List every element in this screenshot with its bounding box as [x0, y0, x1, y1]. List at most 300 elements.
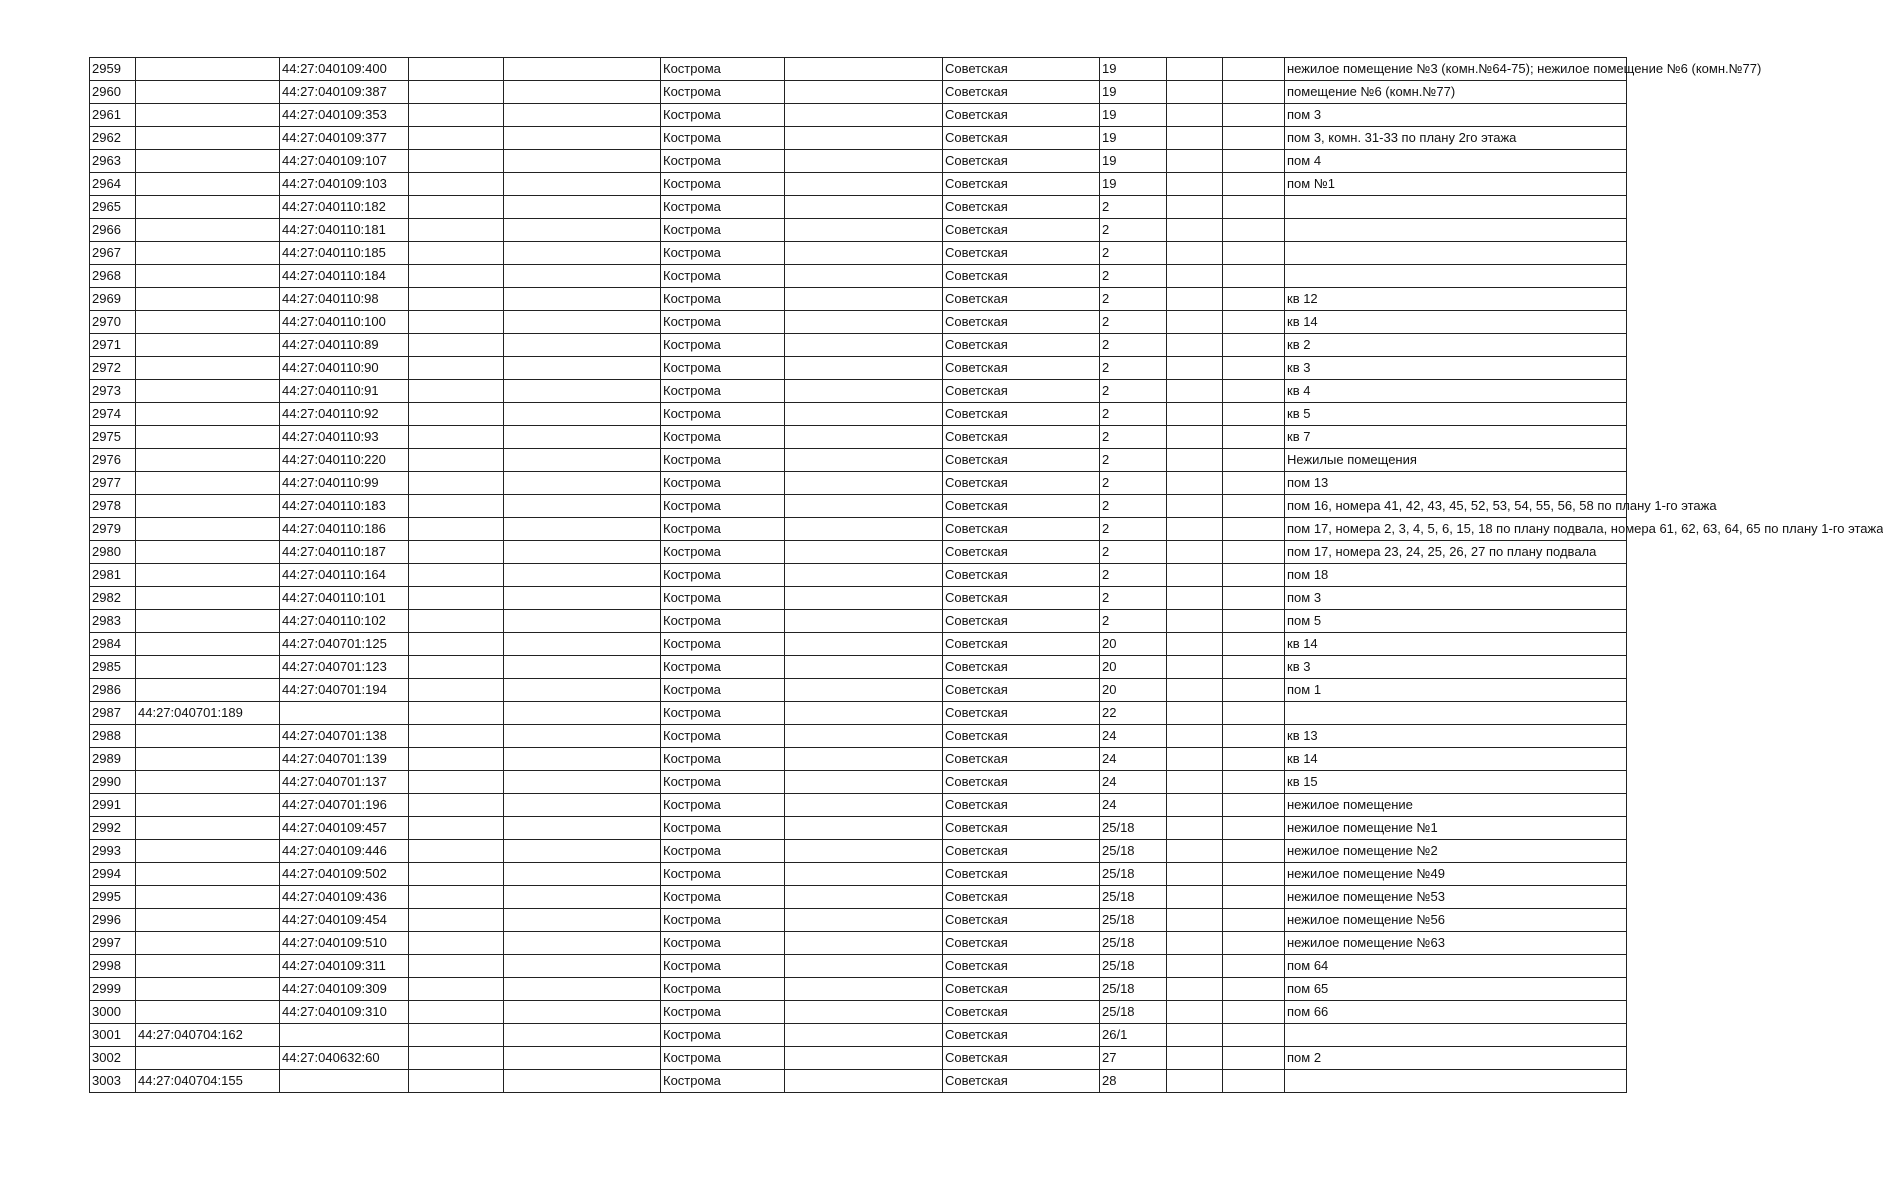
table-row — [90, 380, 1627, 403]
premises-note-text: кв 14 — [1287, 751, 1318, 766]
row-number-cell: 2971 — [90, 334, 136, 357]
empty-cell-e — [504, 1024, 661, 1047]
empty-cell-k — [1223, 518, 1285, 541]
premises-note-text: пом 3, комн. 31-33 по плану 2го этажа — [1287, 130, 1517, 145]
premises-note-cell — [1285, 334, 1627, 357]
empty-cell-d — [409, 541, 504, 564]
house-number-cell: 2 — [1100, 472, 1167, 495]
table-row — [90, 955, 1627, 978]
empty-cell-d — [409, 679, 504, 702]
cadastral-number-alt-cell — [136, 495, 280, 518]
cadastral-number-cell: 44:27:040109:103 — [280, 173, 409, 196]
empty-cell-e — [504, 932, 661, 955]
cadastral-number-alt-cell — [136, 656, 280, 679]
empty-cell-g — [785, 1070, 943, 1093]
premises-note-text: кв 2 — [1287, 337, 1311, 352]
empty-cell-d — [409, 955, 504, 978]
table-row — [90, 840, 1627, 863]
empty-cell-k — [1223, 863, 1285, 886]
empty-cell-k — [1223, 380, 1285, 403]
premises-note-cell — [1285, 564, 1627, 587]
cadastral-number-alt-cell — [136, 150, 280, 173]
empty-cell-j — [1167, 311, 1223, 334]
cadastral-number-alt-cell — [136, 886, 280, 909]
empty-cell-e — [504, 840, 661, 863]
premises-note-cell — [1285, 196, 1627, 219]
premises-note-text: нежилое помещение №49 — [1287, 866, 1445, 881]
empty-cell-j — [1167, 771, 1223, 794]
empty-cell-e — [504, 978, 661, 1001]
premises-note-cell — [1285, 840, 1627, 863]
premises-note-cell — [1285, 1047, 1627, 1070]
empty-cell-k — [1223, 909, 1285, 932]
table-row — [90, 679, 1627, 702]
row-number-cell: 2999 — [90, 978, 136, 1001]
empty-cell-g — [785, 449, 943, 472]
premises-note-text: кв 14 — [1287, 636, 1318, 651]
empty-cell-g — [785, 518, 943, 541]
cadastral-number-cell: 44:27:040701:123 — [280, 656, 409, 679]
empty-cell-g — [785, 58, 943, 81]
house-number-cell: 24 — [1100, 771, 1167, 794]
cadastral-number-alt-cell — [136, 449, 280, 472]
house-number-cell: 2 — [1100, 449, 1167, 472]
empty-cell-e — [504, 173, 661, 196]
empty-cell-k — [1223, 955, 1285, 978]
premises-note-text: нежилое помещение №56 — [1287, 912, 1445, 927]
street-cell: Советская — [943, 840, 1100, 863]
empty-cell-e — [504, 518, 661, 541]
empty-cell-d — [409, 449, 504, 472]
street-cell: Советская — [943, 311, 1100, 334]
city-cell: Кострома — [661, 219, 785, 242]
empty-cell-e — [504, 771, 661, 794]
cadastral-number-alt-cell — [136, 81, 280, 104]
city-cell: Кострома — [661, 955, 785, 978]
cadastral-number-alt-cell — [136, 863, 280, 886]
empty-cell-j — [1167, 817, 1223, 840]
empty-cell-k — [1223, 541, 1285, 564]
premises-note-cell — [1285, 518, 1883, 541]
row-number-cell: 2959 — [90, 58, 136, 81]
cadastral-number-alt-cell — [136, 794, 280, 817]
premises-note-cell — [1285, 1024, 1627, 1047]
cadastral-number-alt-cell — [136, 633, 280, 656]
empty-cell-k — [1223, 978, 1285, 1001]
city-cell: Кострома — [661, 587, 785, 610]
row-number-cell: 2993 — [90, 840, 136, 863]
row-number-cell: 2979 — [90, 518, 136, 541]
empty-cell-j — [1167, 702, 1223, 725]
premises-note-text: пом 16, номера 41, 42, 43, 45, 52, 53, 54, 55, 56, 58 по плану 1-го этажа — [1287, 498, 1717, 513]
cadastral-number-alt-cell — [136, 426, 280, 449]
row-number-cell: 2992 — [90, 817, 136, 840]
empty-cell-g — [785, 840, 943, 863]
street-cell: Советская — [943, 81, 1100, 104]
premises-note-text: пом 65 — [1287, 981, 1329, 996]
city-cell: Кострома — [661, 725, 785, 748]
row-number-cell: 2968 — [90, 265, 136, 288]
street-cell: Советская — [943, 909, 1100, 932]
table-row — [90, 1001, 1627, 1024]
premises-note-cell — [1285, 955, 1627, 978]
street-cell: Советская — [943, 472, 1100, 495]
empty-cell-e — [504, 725, 661, 748]
empty-cell-k — [1223, 794, 1285, 817]
table-row — [90, 495, 1627, 518]
table-row — [90, 1024, 1627, 1047]
city-cell: Кострома — [661, 541, 785, 564]
premises-note-text: кв 5 — [1287, 406, 1311, 421]
empty-cell-j — [1167, 840, 1223, 863]
empty-cell-g — [785, 334, 943, 357]
cadastral-number-cell: 44:27:040701:196 — [280, 794, 409, 817]
row-number-cell: 2985 — [90, 656, 136, 679]
empty-cell-j — [1167, 610, 1223, 633]
empty-cell-g — [785, 771, 943, 794]
empty-cell-k — [1223, 449, 1285, 472]
premises-note-cell — [1285, 909, 1627, 932]
street-cell: Советская — [943, 587, 1100, 610]
cadastral-number-alt-cell — [136, 472, 280, 495]
empty-cell-g — [785, 909, 943, 932]
street-cell: Советская — [943, 1070, 1100, 1093]
premises-note-cell — [1285, 104, 1627, 127]
empty-cell-k — [1223, 725, 1285, 748]
empty-cell-d — [409, 656, 504, 679]
empty-cell-e — [504, 127, 661, 150]
empty-cell-g — [785, 794, 943, 817]
premises-note-text: пом 64 — [1287, 958, 1329, 973]
row-number-cell: 2976 — [90, 449, 136, 472]
cadastral-number-cell: 44:27:040701:138 — [280, 725, 409, 748]
cadastral-number-alt-cell — [136, 380, 280, 403]
cadastral-number-alt-cell — [136, 748, 280, 771]
empty-cell-d — [409, 518, 504, 541]
empty-cell-k — [1223, 702, 1285, 725]
empty-cell-e — [504, 610, 661, 633]
table-row — [90, 173, 1627, 196]
cadastral-number-alt-cell — [136, 334, 280, 357]
row-number-cell: 2967 — [90, 242, 136, 265]
empty-cell-j — [1167, 679, 1223, 702]
empty-cell-g — [785, 357, 943, 380]
premises-note-cell — [1285, 495, 1717, 518]
table-row — [90, 909, 1627, 932]
empty-cell-j — [1167, 449, 1223, 472]
empty-cell-j — [1167, 932, 1223, 955]
cadastral-number-alt-cell: 44:27:040704:155 — [136, 1070, 280, 1093]
cadastral-number-alt-cell — [136, 817, 280, 840]
empty-cell-g — [785, 426, 943, 449]
row-number-cell: 2991 — [90, 794, 136, 817]
premises-note-cell — [1285, 679, 1627, 702]
city-cell: Кострома — [661, 1070, 785, 1093]
street-cell: Советская — [943, 357, 1100, 380]
empty-cell-e — [504, 81, 661, 104]
table-row — [90, 288, 1627, 311]
house-number-cell: 25/18 — [1100, 886, 1167, 909]
empty-cell-j — [1167, 794, 1223, 817]
empty-cell-k — [1223, 587, 1285, 610]
city-cell: Кострома — [661, 127, 785, 150]
city-cell: Кострома — [661, 403, 785, 426]
empty-cell-k — [1223, 633, 1285, 656]
city-cell: Кострома — [661, 1001, 785, 1024]
empty-cell-g — [785, 472, 943, 495]
empty-cell-j — [1167, 127, 1223, 150]
row-number-cell: 2983 — [90, 610, 136, 633]
empty-cell-k — [1223, 932, 1285, 955]
table-row — [90, 219, 1627, 242]
row-number-cell: 2986 — [90, 679, 136, 702]
premises-note-cell — [1285, 311, 1627, 334]
cadastral-number-alt-cell — [136, 242, 280, 265]
street-cell: Советская — [943, 564, 1100, 587]
empty-cell-g — [785, 679, 943, 702]
empty-cell-d — [409, 886, 504, 909]
city-cell: Кострома — [661, 150, 785, 173]
city-cell: Кострома — [661, 932, 785, 955]
city-cell: Кострома — [661, 633, 785, 656]
empty-cell-j — [1167, 656, 1223, 679]
house-number-cell: 2 — [1100, 380, 1167, 403]
empty-cell-d — [409, 909, 504, 932]
city-cell: Кострома — [661, 334, 785, 357]
empty-cell-d — [409, 817, 504, 840]
city-cell: Кострома — [661, 104, 785, 127]
street-cell: Советская — [943, 334, 1100, 357]
premises-note-text: нежилое помещение №63 — [1287, 935, 1445, 950]
city-cell: Кострома — [661, 196, 785, 219]
premises-note-cell — [1285, 265, 1627, 288]
cadastral-number-cell: 44:27:040110:101 — [280, 587, 409, 610]
street-cell: Советская — [943, 518, 1100, 541]
empty-cell-g — [785, 541, 943, 564]
empty-cell-d — [409, 725, 504, 748]
empty-cell-j — [1167, 1047, 1223, 1070]
empty-cell-j — [1167, 955, 1223, 978]
city-cell: Кострома — [661, 1047, 785, 1070]
empty-cell-g — [785, 955, 943, 978]
cadastral-number-alt-cell — [136, 518, 280, 541]
empty-cell-j — [1167, 1024, 1223, 1047]
empty-cell-e — [504, 495, 661, 518]
house-number-cell: 26/1 — [1100, 1024, 1167, 1047]
empty-cell-k — [1223, 656, 1285, 679]
empty-cell-j — [1167, 58, 1223, 81]
premises-note-cell — [1285, 656, 1627, 679]
row-number-cell: 2965 — [90, 196, 136, 219]
premises-note-text: нежилое помещение №1 — [1287, 820, 1438, 835]
empty-cell-e — [504, 587, 661, 610]
empty-cell-k — [1223, 771, 1285, 794]
empty-cell-g — [785, 978, 943, 1001]
cadastral-number-alt-cell — [136, 725, 280, 748]
empty-cell-e — [504, 702, 661, 725]
street-cell: Советская — [943, 817, 1100, 840]
row-number-cell: 2994 — [90, 863, 136, 886]
premises-note-cell — [1285, 127, 1627, 150]
premises-note-cell — [1285, 173, 1627, 196]
premises-note-text: пом 2 — [1287, 1050, 1322, 1065]
premises-note-cell — [1285, 288, 1627, 311]
house-number-cell: 2 — [1100, 610, 1167, 633]
house-number-cell: 20 — [1100, 679, 1167, 702]
empty-cell-d — [409, 242, 504, 265]
table-row — [90, 725, 1627, 748]
table-row — [90, 81, 1627, 104]
cadastral-number-cell: 44:27:040109:310 — [280, 1001, 409, 1024]
table-row — [90, 702, 1627, 725]
cadastral-number-alt-cell — [136, 357, 280, 380]
empty-cell-j — [1167, 173, 1223, 196]
cadastral-number-alt-cell — [136, 1047, 280, 1070]
empty-cell-g — [785, 288, 943, 311]
premises-note-text: нежилое помещение №3 (комн.№64-75); нежилое помещение №6 (комн.№77) — [1287, 61, 1762, 76]
premises-note-text: пом 5 — [1287, 613, 1322, 628]
cadastral-number-cell: 44:27:040110:187 — [280, 541, 409, 564]
house-number-cell: 25/18 — [1100, 817, 1167, 840]
table-row — [90, 426, 1627, 449]
cadastral-number-alt-cell — [136, 932, 280, 955]
house-number-cell: 20 — [1100, 633, 1167, 656]
street-cell: Советская — [943, 1024, 1100, 1047]
empty-cell-k — [1223, 886, 1285, 909]
cadastral-number-cell: 44:27:040109:309 — [280, 978, 409, 1001]
table-row — [90, 1070, 1627, 1093]
empty-cell-j — [1167, 587, 1223, 610]
house-number-cell: 25/18 — [1100, 863, 1167, 886]
empty-cell-g — [785, 702, 943, 725]
cadastral-number-alt-cell — [136, 978, 280, 1001]
cadastral-number-cell: 44:27:040110:220 — [280, 449, 409, 472]
empty-cell-g — [785, 817, 943, 840]
house-number-cell: 20 — [1100, 656, 1167, 679]
empty-cell-k — [1223, 1024, 1285, 1047]
empty-cell-d — [409, 1024, 504, 1047]
spreadsheet-page — [89, 57, 1883, 1093]
empty-cell-j — [1167, 288, 1223, 311]
street-cell: Советская — [943, 58, 1100, 81]
house-number-cell: 19 — [1100, 104, 1167, 127]
table-row — [90, 633, 1627, 656]
table-row — [90, 541, 1627, 564]
premises-note-text: пом 17, номера 2, 3, 4, 5, 6, 15, 18 по плану подвала, номера 61, 62, 63, 64, 65 по плану 1-го этажа — [1287, 521, 1883, 536]
table-row — [90, 587, 1627, 610]
cadastral-number-cell: 44:27:040109:510 — [280, 932, 409, 955]
empty-cell-e — [504, 150, 661, 173]
empty-cell-k — [1223, 817, 1285, 840]
empty-cell-d — [409, 1070, 504, 1093]
premises-note-text: кв 7 — [1287, 429, 1311, 444]
empty-cell-k — [1223, 196, 1285, 219]
empty-cell-k — [1223, 840, 1285, 863]
city-cell: Кострома — [661, 863, 785, 886]
house-number-cell: 22 — [1100, 702, 1167, 725]
table-row — [90, 150, 1627, 173]
city-cell: Кострома — [661, 449, 785, 472]
city-cell: Кострома — [661, 817, 785, 840]
empty-cell-e — [504, 679, 661, 702]
cadastral-number-alt-cell — [136, 541, 280, 564]
city-cell: Кострома — [661, 656, 785, 679]
city-cell: Кострома — [661, 173, 785, 196]
city-cell: Кострома — [661, 518, 785, 541]
house-number-cell: 2 — [1100, 288, 1167, 311]
table-row — [90, 748, 1627, 771]
row-number-cell: 2998 — [90, 955, 136, 978]
empty-cell-g — [785, 150, 943, 173]
table-row — [90, 104, 1627, 127]
city-cell: Кострома — [661, 426, 785, 449]
empty-cell-g — [785, 242, 943, 265]
cadastral-number-cell: 44:27:040632:60 — [280, 1047, 409, 1070]
empty-cell-j — [1167, 81, 1223, 104]
empty-cell-j — [1167, 242, 1223, 265]
cadastral-number-cell: 44:27:040110:181 — [280, 219, 409, 242]
empty-cell-k — [1223, 311, 1285, 334]
street-cell: Советская — [943, 288, 1100, 311]
empty-cell-k — [1223, 104, 1285, 127]
street-cell: Советская — [943, 932, 1100, 955]
street-cell: Советская — [943, 725, 1100, 748]
empty-cell-k — [1223, 288, 1285, 311]
city-cell: Кострома — [661, 794, 785, 817]
city-cell: Кострома — [661, 495, 785, 518]
table-row — [90, 771, 1627, 794]
row-number-cell: 2969 — [90, 288, 136, 311]
house-number-cell: 2 — [1100, 357, 1167, 380]
empty-cell-j — [1167, 909, 1223, 932]
premises-note-cell — [1285, 472, 1627, 495]
empty-cell-d — [409, 932, 504, 955]
empty-cell-k — [1223, 242, 1285, 265]
house-number-cell: 2 — [1100, 426, 1167, 449]
city-cell: Кострома — [661, 472, 785, 495]
empty-cell-e — [504, 541, 661, 564]
cadastral-number-cell: 44:27:040701:125 — [280, 633, 409, 656]
cadastral-number-cell: 44:27:040110:99 — [280, 472, 409, 495]
table-row — [90, 311, 1627, 334]
cadastral-number-alt-cell — [136, 104, 280, 127]
cadastral-number-cell: 44:27:040109:502 — [280, 863, 409, 886]
house-number-cell: 25/18 — [1100, 840, 1167, 863]
table-row — [90, 242, 1627, 265]
row-number-cell: 2964 — [90, 173, 136, 196]
city-cell: Кострома — [661, 58, 785, 81]
premises-note-text: кв 3 — [1287, 659, 1311, 674]
city-cell: Кострома — [661, 265, 785, 288]
cadastral-number-cell — [280, 1024, 409, 1047]
premises-note-cell — [1285, 219, 1627, 242]
row-number-cell: 2962 — [90, 127, 136, 150]
empty-cell-g — [785, 104, 943, 127]
house-number-cell: 2 — [1100, 334, 1167, 357]
table-row — [90, 978, 1627, 1001]
city-cell: Кострома — [661, 1024, 785, 1047]
city-cell: Кострома — [661, 357, 785, 380]
cadastral-number-cell: 44:27:040110:93 — [280, 426, 409, 449]
empty-cell-j — [1167, 196, 1223, 219]
empty-cell-j — [1167, 725, 1223, 748]
empty-cell-e — [504, 748, 661, 771]
empty-cell-k — [1223, 495, 1285, 518]
city-cell: Кострома — [661, 840, 785, 863]
row-number-cell: 2989 — [90, 748, 136, 771]
empty-cell-d — [409, 863, 504, 886]
empty-cell-g — [785, 173, 943, 196]
